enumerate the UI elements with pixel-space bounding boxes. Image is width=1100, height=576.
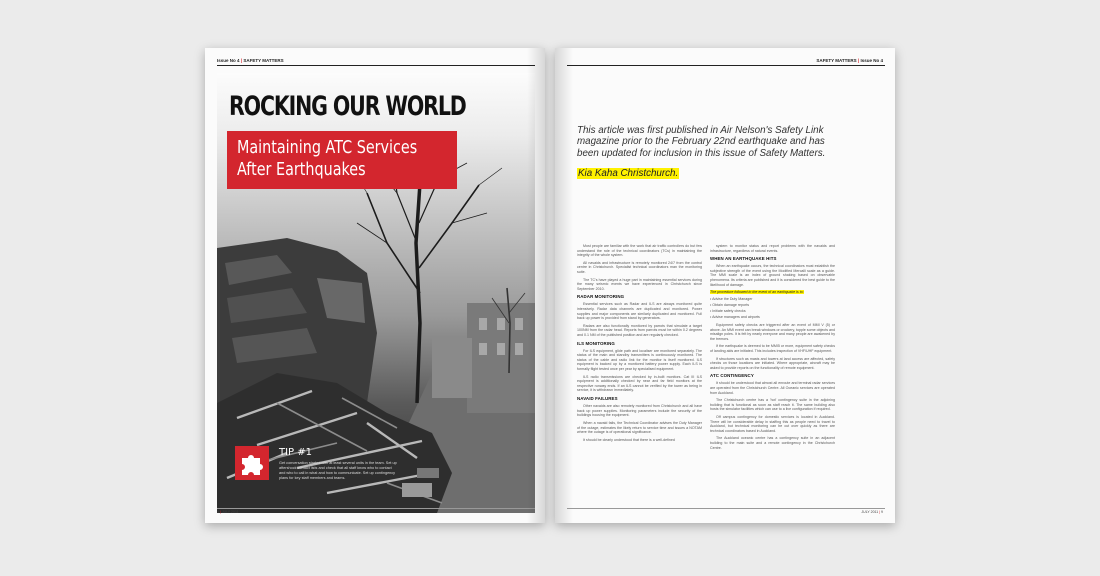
list-item: • Initiate safety checks	[710, 309, 835, 314]
paragraph: Other navaids are also remotely monitored from Christchurch and all have back up power supplies. Monitoring parameters include the security of the buildings housing the equipment.	[577, 404, 702, 418]
paragraph: Off campus contingency for domestic services is located in Auckland. There will be considerable delay in staffing this as people need to travel to Auckland, but technical monitoring can be cut over quickly as there are technical coordinators based in Auckland.	[710, 415, 835, 433]
paragraph: Most people are familiar with the work that air traffic controllers do but few understand the role of the technical coordinators (TCs) in maintaining the integrity of the whole system.	[577, 244, 702, 258]
cover-subtitle-band	[227, 131, 457, 189]
left-footer-divider: |	[219, 510, 221, 514]
tip-text: Get conversation started with at least several units in the team. Set up aftershock contact lists and check that all staff know who to contact and who to call in what and how to communicate. Set up contingency plans for key staff members and teams.	[279, 461, 397, 480]
right-page	[555, 48, 895, 523]
list-item: • Advise managers and airports	[710, 315, 835, 320]
cover-subtitle-line-2: After Earthquakes	[237, 160, 366, 180]
paragraph: All navaids and infrastructure is remotely monitored 24/7 from the control centre in Christchurch. Specialist technical coordinators man the monitoring suite.	[577, 260, 702, 274]
paragraph: Equipment safety checks are triggered after an event of MMI V (5) or above. An MMI event can break windows or crockery, topple some objects and misalign poles. It is felt by nearly everyone and many people are awakened by the tremors.	[710, 323, 835, 341]
right-issue-number: Issue No 4	[860, 58, 883, 63]
paragraph: When an earthquake occurs, the technical coordinators must establish the subjective strength of the event using the Modified Mercalli scale as a guide. The MMI scale is an index of ground shaking based on observable phenomena. Its criteria are published and it is considered the best guide to the likelihood of damage.	[710, 264, 835, 287]
article-column-2	[710, 244, 835, 453]
paragraph: It should be clearly understood that there is a well-defined	[583, 437, 675, 442]
tip-title: TIP #1	[279, 447, 313, 458]
right-gutter-shadow	[555, 48, 573, 523]
right-page-number: 9	[881, 510, 883, 514]
paragraph: ILS radio transmissions are checked by in-built monitors. Cat III ILS equipment is additionally checked by near and far field monitors at the respective runway ends. If an ILS cannot be verified by the tower as being in service, it is withdrawn immediately.	[577, 374, 702, 393]
paragraph: Radars are also functionally monitored by parrots that simulate a target 100NM from the radar head. Reports from parrots must be within 0.2 degrees and 0.1 NM of the published position and are regularly checked.	[577, 323, 702, 337]
right-header-divider: |	[857, 58, 860, 63]
right-page-header	[816, 58, 883, 63]
left-page	[205, 48, 545, 523]
puzzle-piece-icon	[235, 446, 269, 480]
left-issue-number: Issue No 4	[217, 58, 240, 63]
right-page-footer	[861, 510, 883, 514]
paragraph: For ILS equipment, glide path and localiser are monitored separately. The status of the main and standby transmitters is continuously monitored. The status of the cable and radio link for the monitor is itself monitored. ILS equipment is backed up by a monitored battery power supply. Each ILS is formally flight tested once per year by specialised equipment.	[577, 348, 702, 372]
cover-subtitle-line-1: Maintaining ATC Services	[237, 138, 418, 158]
cover-photo	[217, 73, 535, 513]
left-gutter-shadow	[527, 48, 545, 523]
heading-radar-monitoring: RADAR MONITORING	[577, 294, 625, 300]
paragraph: Essential services such as Radar and ILS are always monitored quite intensively. Radar data channels are duplicated and monitored. Power supplies and major components are similarly duplicated and monitored. Full back up power is provided from stand by generators.	[577, 302, 702, 321]
left-footer-date: JULY 2011	[221, 510, 239, 514]
left-page-footer	[217, 510, 239, 514]
heading-atc-contingency: ATC CONTINGENCY	[710, 373, 754, 379]
paragraph: The Christchurch centre has a 'hot' contingency suite in the adjoining building that is functional as soon as staff reach it. The same building also hosts the simulator facilities which can use to a live configuration if required.	[710, 398, 835, 412]
procedure-highlight: The procedure followed in the event of an earthquake is to:	[710, 290, 804, 295]
left-section-title: SAFETY MATTERS	[243, 58, 284, 63]
paragraph: If the earthquake is deemed to be MMI5 or more, equipment safety checks of landing aids are initiated. This includes inspection of VHF/UHF equipment.	[710, 344, 835, 353]
intro-highlight: Kia Kaha Christchurch.	[578, 168, 679, 179]
right-header-rule	[567, 65, 885, 66]
article-intro: This article was first published in Air Nelson's Safety Link magazine prior to the February 22nd earthquake and has been updated for inclusion in this issue of Safety Matters.	[577, 125, 826, 159]
procedure-list	[710, 297, 835, 320]
list-item: • Advise the Duty Manager	[710, 297, 835, 302]
right-footer-date: JULY 2011	[861, 510, 879, 514]
right-footer-divider: |	[879, 510, 881, 514]
list-item: • Obtain damage reports	[710, 303, 835, 308]
left-header-rule	[217, 65, 535, 66]
cover-title: ROCKING OUR WORLD	[229, 91, 466, 122]
paragraph: The Auckland oceanic centre has a contingency suite in an adjacent building to the main suite and a remote contingency in the Christchurch Centre.	[710, 436, 835, 450]
paragraph: The TC's have played a huge part in maintaining essential services during the many seismic events we have experienced in Christchurch since September 2010.	[577, 277, 702, 291]
heading-navaid-failures: NAVAID FAILURES	[577, 396, 618, 402]
paragraph: When a navaid fails, the Technical Coordinator advises the Duty Manager of the outage, estimates the likely return to service time and issues a NOTAM where the outage is of operational significance.	[577, 420, 702, 435]
left-page-header	[217, 58, 284, 63]
left-footer-rule	[217, 508, 535, 509]
heading-when-earthquake-hits: WHEN AN EARTHQUAKE HITS	[710, 256, 777, 262]
paragraph: If structures such as masts and towers at land access are affected, safety checks on those locations are initiated. Where appropriate, aircraft may be asked to provide reports on the functionality of remote equipment.	[710, 356, 835, 370]
heading-ils-monitoring: ILS MONITORING	[577, 340, 615, 346]
paragraph: system to monitor status and report problems with the navaids and infrastructure, regardless of natural events.	[710, 244, 835, 253]
left-header-divider: |	[240, 58, 243, 63]
right-section-title: SAFETY MATTERS	[816, 58, 857, 63]
right-footer-rule	[567, 508, 885, 509]
left-page-number: 8	[217, 510, 219, 514]
paragraph: It should be understood that almost all enroute and terminal radar services are operated from the Christchurch Centre. All Oceanic services are operated from Auckland.	[710, 381, 835, 395]
article-column-1	[577, 244, 702, 445]
